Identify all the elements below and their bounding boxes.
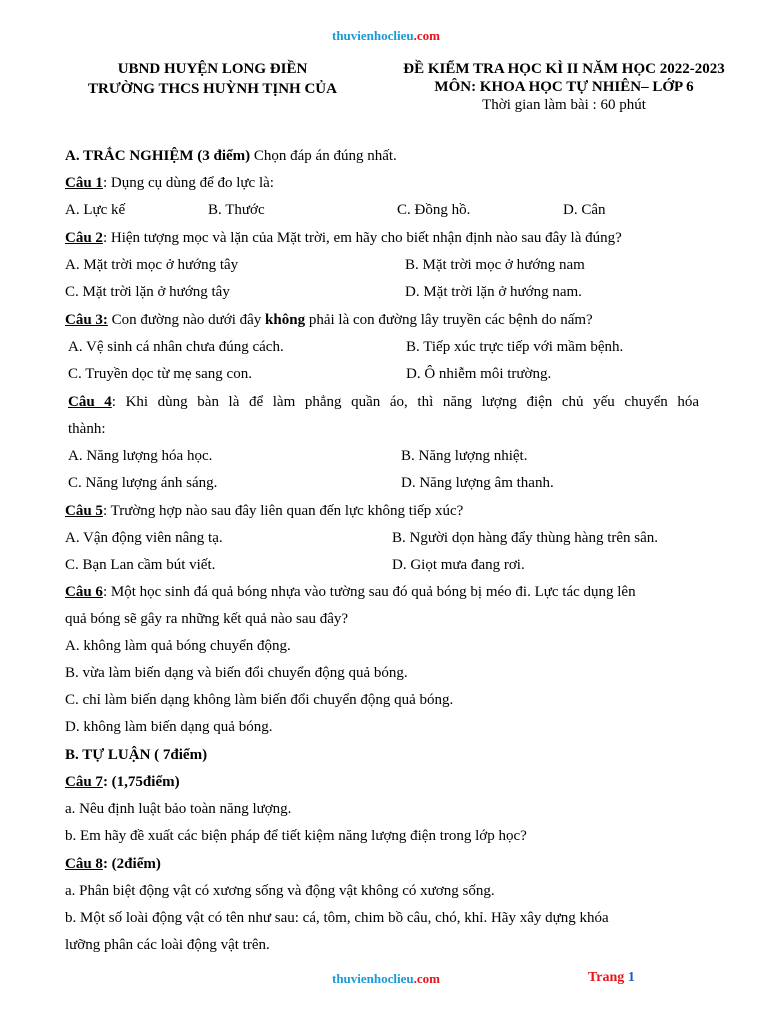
q5-option-d: D. Giọt mưa đang rơi. xyxy=(392,557,525,573)
q5-option-b: B. Người dọn hàng đẩy thùng hàng trên sân. xyxy=(392,530,659,546)
question-4-cont: thành: xyxy=(68,421,106,437)
q7-part-b: b. Em hãy đề xuất các biện pháp để tiết kiệm năng lượng điện trong lớp học? xyxy=(65,828,527,844)
q3-option-b: B. Tiếp xúc trực tiếp với mầm bệnh. xyxy=(406,339,624,355)
site-banner-bottom: thuvienhoclieu.com xyxy=(332,971,440,986)
q1-option-a: A. Lực kế xyxy=(65,202,126,218)
exam-title: ĐỀ KIỂM TRA HỌC KÌ II NĂM HỌC 2022-2023 xyxy=(403,61,725,77)
q4-option-d: D. Năng lượng âm thanh. xyxy=(401,475,554,491)
q3-option-d: D. Ô nhiễm môi trường. xyxy=(406,366,552,382)
question-5: Câu 5: Trường hợp nào sau đây liên quan đến lực không tiếp xúc? xyxy=(65,503,464,519)
question-6: Câu 6: Một học sinh đá quả bóng nhựa vào tường sau đó quả bóng bị méo đi. Lực tác dụng lên xyxy=(65,584,636,600)
site-banner-top: thuvienhoclieu.com xyxy=(332,28,440,43)
exam-subject: MÔN: KHOA HỌC TỰ NHIÊN– LỚP 6 xyxy=(434,79,694,95)
school-name: TRƯỜNG THCS HUỲNH TỊNH CỦA xyxy=(88,81,337,97)
q2-option-a: A. Mặt trời mọc ở hướng tây xyxy=(65,257,239,273)
q1-option-d: D. Cân xyxy=(563,202,606,218)
q1-option-b: B. Thước xyxy=(208,202,265,218)
q7-part-a: a. Nêu định luật bảo toàn năng lượng. xyxy=(65,801,292,817)
q3-option-c: C. Truyền dọc từ mẹ sang con. xyxy=(68,366,252,382)
question-4: Câu 4: Khi dùng bàn là để làm phẳng quần áo, thì năng lượng điện chủ yếu chuyển hóa xyxy=(68,394,699,410)
q8-part-b-cont: lưỡng phân các loài động vật trên. xyxy=(65,937,270,953)
question-8: Câu 8: (2điểm) xyxy=(65,856,161,872)
exam-duration: Thời gian làm bài : 60 phút xyxy=(482,97,646,113)
q5-option-a: A. Vận động viên nâng tạ. xyxy=(65,530,223,546)
section-a-title: A. TRẮC NGHIỆM (3 điểm) Chọn đáp án đúng nhất. xyxy=(65,148,397,164)
q5-option-c: C. Bạn Lan cầm bút viết. xyxy=(65,557,216,573)
question-1: Câu 1: Dụng cụ dùng để đo lực là: xyxy=(65,175,274,191)
question-3: Câu 3: Con đường nào dưới đây không phải là con đường lây truyền các bệnh do nấm? xyxy=(65,312,593,328)
q4-option-c: C. Năng lượng ánh sáng. xyxy=(68,475,218,491)
page-number: Trang 1 xyxy=(588,970,635,985)
school-district: UBND HUYỆN LONG ĐIỀN xyxy=(117,61,308,77)
q4-option-b: B. Năng lượng nhiệt. xyxy=(401,448,528,464)
section-b-title: B. TỰ LUẬN ( 7điểm) xyxy=(65,747,208,763)
question-7: Câu 7: (1,75điểm) xyxy=(65,774,180,790)
q3-option-a: A. Vệ sinh cá nhân chưa đúng cách. xyxy=(68,339,284,355)
q6-option-c: C. chỉ làm biến dạng không làm biến đổi chuyển động quả bóng. xyxy=(65,692,454,708)
q4-option-a: A. Năng lượng hóa học. xyxy=(68,448,213,464)
question-2: Câu 2: Hiện tượng mọc và lặn của Mặt trời, em hãy cho biết nhận định nào sau đây là đúng? xyxy=(65,230,622,246)
question-6-cont: quả bóng sẽ gây ra những kết quả nào sau đây? xyxy=(65,611,349,627)
q6-option-d: D. không làm biến dạng quả bóng. xyxy=(65,719,273,735)
q8-part-b: b. Một số loài động vật có tên như sau: cá, tôm, chim bồ câu, chó, khỉ. Hãy xây dựng khóa xyxy=(65,910,609,926)
q8-part-a: a. Phân biệt động vật có xương sống và động vật không có xương sống. xyxy=(65,883,495,899)
q6-option-a: A. không làm quả bóng chuyển động. xyxy=(65,638,291,654)
q2-option-c: C. Mặt trời lặn ở hướng tây xyxy=(65,284,230,300)
q2-option-d: D. Mặt trời lặn ở hướng nam. xyxy=(405,284,582,300)
q2-option-b: B. Mặt trời mọc ở hướng nam xyxy=(405,257,585,273)
q6-option-b: B. vừa làm biến dạng và biến đổi chuyển động quả bóng. xyxy=(65,665,408,681)
q1-option-c: C. Đồng hồ. xyxy=(397,202,471,218)
